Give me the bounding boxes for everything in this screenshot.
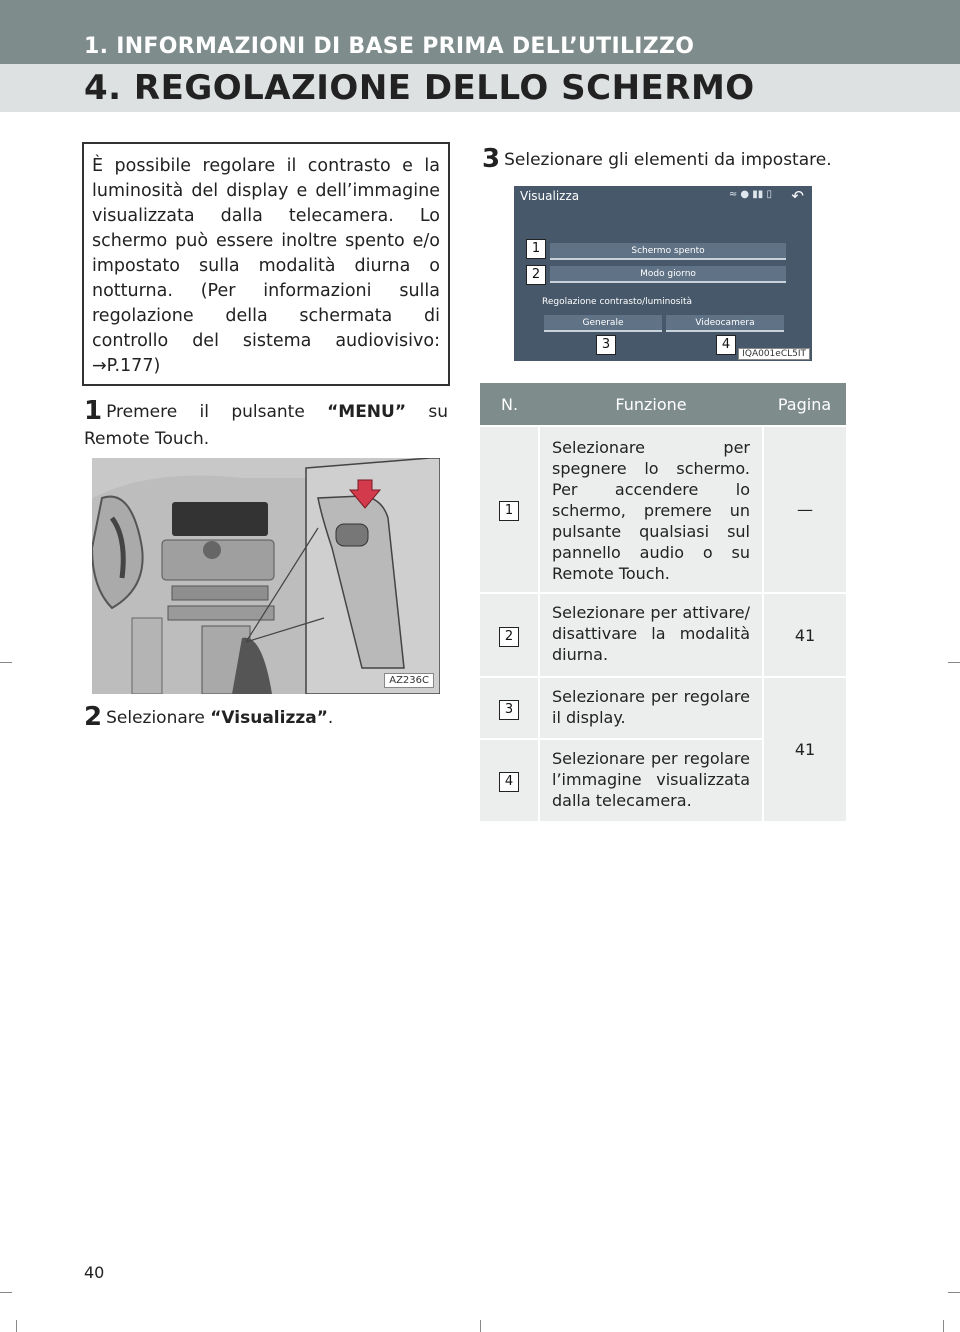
- step-number: 2: [84, 702, 103, 732]
- crop-mark: [948, 662, 960, 663]
- step-2: 2 Selezionare “Visualizza”.: [84, 702, 334, 732]
- display-settings-screen: [514, 186, 812, 361]
- row-number-cell: [480, 593, 539, 677]
- callout-box: 3: [499, 700, 519, 720]
- callout-4: 4: [716, 335, 736, 355]
- screen-off-button[interactable]: Schermo spento: [550, 243, 786, 260]
- section-header-bar: [0, 0, 960, 64]
- status-icons: ≈ ● ▮▮ ▯: [728, 189, 772, 200]
- step-3: 3 Selezionare gli elementi da impostare.: [482, 144, 832, 174]
- step-number: 1: [84, 396, 103, 426]
- table-header-row: [480, 383, 846, 426]
- car-interior-illustration: [92, 458, 440, 694]
- car-interior-drawing: [92, 458, 440, 694]
- header-function: Funzione: [539, 383, 763, 426]
- contrast-brightness-label: Regolazione contrasto/luminosità: [542, 297, 693, 307]
- crop-mark: [16, 1320, 17, 1332]
- callout-1: 1: [526, 239, 546, 259]
- callout-box: 1: [499, 501, 519, 521]
- image-code: IQA001eCL5IT: [738, 348, 810, 360]
- table-row: [480, 426, 846, 593]
- row-page: 41: [763, 593, 846, 677]
- table-row: [480, 593, 846, 677]
- screen-title: Visualizza: [520, 189, 580, 203]
- crop-mark: [480, 1320, 481, 1332]
- page-number: 40: [84, 1263, 105, 1282]
- row-number-cell: [480, 677, 539, 739]
- page-title: 4. REGOLAZIONE DELLO SCHERMO: [84, 68, 755, 108]
- row-function: Selezionare per spegnere lo schermo. Per accendere lo schermo, premere un pulsante qualsiasi sul pannello audio o su Remote Touch.: [539, 426, 763, 593]
- callout-3: 3: [596, 335, 616, 355]
- header-number: N.: [480, 383, 539, 426]
- image-code: AZ236C: [384, 673, 434, 688]
- step-number: 3: [482, 144, 501, 174]
- callout-2: 2: [526, 265, 546, 285]
- row-page: —: [763, 426, 846, 593]
- general-button[interactable]: Generale: [544, 315, 662, 332]
- section-title: 1. INFORMAZIONI DI BASE PRIMA DELL’UTILIZZO: [84, 34, 695, 59]
- row-number-cell: [480, 739, 539, 821]
- step-1: 1 Premere il pulsante “MENU” su Remote Touch.: [84, 396, 448, 449]
- row-function: Selezionare per regolare l’immagine visualizzata dalla telecamera.: [539, 739, 763, 821]
- table-row: [480, 677, 846, 739]
- row-number-cell: [480, 426, 539, 593]
- row-page: 41: [763, 677, 846, 821]
- row-function: Selezionare per attivare/ disattivare la modalità diurna.: [539, 593, 763, 677]
- header-page: Pagina: [763, 383, 846, 426]
- callout-box: 2: [499, 627, 519, 647]
- camera-button[interactable]: Videocamera: [666, 315, 784, 332]
- function-table: [480, 383, 846, 821]
- crop-mark: [943, 1320, 944, 1332]
- back-icon[interactable]: ↶: [791, 187, 804, 205]
- crop-mark: [948, 1292, 960, 1293]
- row-function: Selezionare per regolare il display.: [539, 677, 763, 739]
- callout-box: 4: [499, 772, 519, 792]
- page-title-band: [0, 64, 960, 112]
- day-mode-button[interactable]: Modo giorno: [550, 266, 786, 283]
- crop-mark: [0, 662, 12, 663]
- crop-mark: [0, 1292, 12, 1293]
- intro-box: È possibile regolare il contrasto e la luminosità del display e dell’immagine visualizzata dalla telecamera. Lo schermo può essere inoltre spento e/o impostato sulla modalità diurna o notturna. (Per informazioni sulla regolazione della schermata di controllo del sistema audiovisivo: →P.177): [82, 142, 450, 386]
